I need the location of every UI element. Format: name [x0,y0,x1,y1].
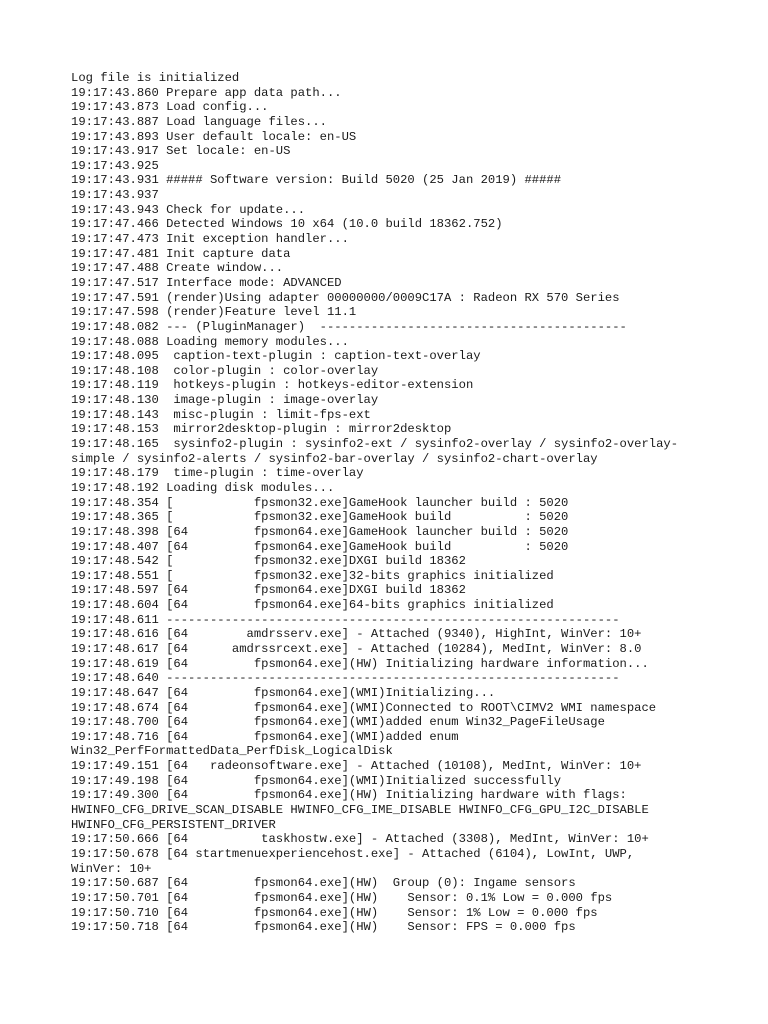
log-line: 19:17:48.616 [64 amdrsserv.exe] - Attached (9340), HighInt, WinVer: 10+ [71,627,642,642]
log-line: 19:17:50.701 [64 fpsmon64.exe](HW) Sensor: 0.1% Low = 0.000 fps [71,890,613,905]
log-line: 19:17:48.354 [ fpsmon32.exe]GameHook launcher build : 5020 [71,495,569,510]
log-document [71,71,731,935]
log-line: 19:17:48.119 hotkeys-plugin : hotkeys-editor-extension [71,378,474,393]
log-line: 19:17:48.365 [ fpsmon32.exe]GameHook build : 5020 [71,510,569,525]
log-line: 19:17:48.619 [64 fpsmon64.exe](HW) Initializing hardware information... [71,656,649,671]
log-line: 19:17:43.937 [71,188,159,203]
log-line: 19:17:47.466 Detected Windows 10 x64 (10.0 build 18362.752) [71,217,503,232]
log-line: 19:17:47.517 Interface mode: ADVANCED [71,275,342,290]
log-line: 19:17:50.678 [64 startmenuexperiencehost.exe] - Attached (6104), LowInt, UWP, [71,846,635,861]
log-line: 19:17:48.082 --- (PluginManager) ------------------------------------------ [71,319,627,334]
log-line: 19:17:48.165 sysinfo2-plugin : sysinfo2-ext / sysinfo2-overlay / sysinfo2-overlay- [71,437,679,452]
log-line: 19:17:50.666 [64 taskhostw.exe] - Attached (3308), MedInt, WinVer: 10+ [71,832,649,847]
log-line: 19:17:47.598 (render)Feature level 11.1 [71,305,357,320]
log-line: WinVer: 10+ [71,861,152,876]
log-line: 19:17:50.710 [64 fpsmon64.exe](HW) Sensor: 1% Low = 0.000 fps [71,905,598,920]
log-line: 19:17:43.887 Load language files... [71,114,327,129]
log-line: 19:17:48.088 Loading memory modules... [71,334,349,349]
log-line: 19:17:48.611 -------------------------------------------------------------- [71,612,620,627]
log-line: 19:17:48.700 [64 fpsmon64.exe](WMI)added enum Win32_PageFileUsage [71,715,605,730]
log-line: 19:17:48.542 [ fpsmon32.exe]DXGI build 18362 [71,554,466,569]
log-line: 19:17:43.925 [71,158,159,173]
log-line: 19:17:47.488 Create window... [71,261,284,276]
log-line: 19:17:48.179 time-plugin : time-overlay [71,466,364,481]
log-line: 19:17:48.143 misc-plugin : limit-fps-ext [71,407,371,422]
log-line: 19:17:48.647 [64 fpsmon64.exe](WMI)Initializing... [71,685,496,700]
log-line: 19:17:48.130 image-plugin : image-overlay [71,393,379,408]
log-line: 19:17:48.551 [ fpsmon32.exe]32-bits graphics initialized [71,568,554,583]
log-line: 19:17:43.873 Load config... [71,100,269,115]
log-line: 19:17:47.481 Init capture data [71,246,291,261]
log-line: Log file is initialized [71,71,240,85]
log-line: 19:17:48.604 [64 fpsmon64.exe]64-bits graphics initialized [71,598,554,613]
log-line: 19:17:50.718 [64 fpsmon64.exe](HW) Sensor: FPS = 0.000 fps [71,920,576,935]
log-line: HWINFO_CFG_DRIVE_SCAN_DISABLE HWINFO_CFG_IME_DISABLE HWINFO_CFG_GPU_I2C_DISABLE [71,803,649,818]
log-line: 19:17:50.687 [64 fpsmon64.exe](HW) Group (0): Ingame sensors [71,876,576,891]
log-line: 19:17:49.198 [64 fpsmon64.exe](WMI)Initialized successfully [71,773,562,788]
log-line: 19:17:47.473 Init exception handler... [71,232,349,247]
log-line: 19:17:43.943 Check for update... [71,202,306,217]
log-line: 19:17:48.674 [64 fpsmon64.exe](WMI)Connected to ROOT\CIMV2 WMI namespace [71,700,657,715]
log-line: 19:17:48.108 color-plugin : color-overlay [71,363,379,378]
log-line: 19:17:48.716 [64 fpsmon64.exe](WMI)added enum [71,729,459,744]
log-line: 19:17:49.151 [64 radeonsoftware.exe] - Attached (10108), MedInt, WinVer: 10+ [71,759,642,774]
log-line: 19:17:43.860 Prepare app data path... [71,85,342,100]
log-line: Win32_PerfFormattedData_PerfDisk_LogicalDisk [71,744,393,759]
log-line: 19:17:48.095 caption-text-plugin : caption-text-overlay [71,349,481,364]
log-line: 19:17:49.300 [64 fpsmon64.exe](HW) Initializing hardware with flags: [71,788,627,803]
log-line: 19:17:43.917 Set locale: en-US [71,144,291,159]
log-line: 19:17:48.640 -------------------------------------------------------------- [71,671,620,686]
log-line: 19:17:47.591 (render)Using adapter 00000000/0009C17A : Radeon RX 570 Series [71,290,620,305]
log-line: simple / sysinfo2-alerts / sysinfo2-bar-overlay / sysinfo2-chart-overlay [71,451,598,466]
log-line: 19:17:48.398 [64 fpsmon64.exe]GameHook launcher build : 5020 [71,524,569,539]
log-line: 19:17:48.597 [64 fpsmon64.exe]DXGI build 18362 [71,583,466,598]
log-line: 19:17:48.407 [64 fpsmon64.exe]GameHook build : 5020 [71,539,569,554]
log-line: 19:17:43.931 ##### Software version: Build 5020 (25 Jan 2019) ##### [71,173,562,188]
log-line: 19:17:43.893 User default locale: en-US [71,129,357,144]
log-line: HWINFO_CFG_PERSISTENT_DRIVER [71,817,276,832]
log-line: 19:17:48.192 Loading disk modules... [71,480,335,495]
log-line: 19:17:48.617 [64 amdrssrcext.exe] - Attached (10284), MedInt, WinVer: 8.0 [71,641,642,656]
log-line: 19:17:48.153 mirror2desktop-plugin : mirror2desktop [71,422,452,437]
